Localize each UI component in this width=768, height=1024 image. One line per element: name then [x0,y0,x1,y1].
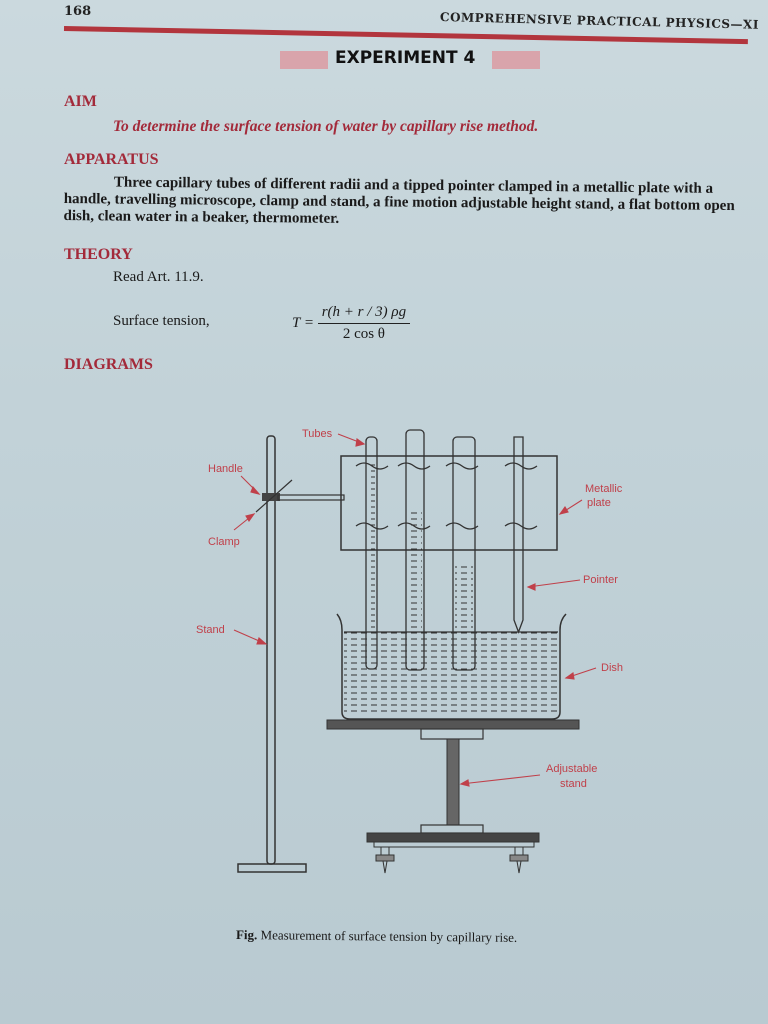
page-number: 168 [64,4,92,19]
label-stand: Stand [196,624,225,636]
formula-denominator: 2 cos θ [342,326,385,342]
formula-numerator: r(h + r / 3) ρg [318,304,410,324]
running-title: COMPREHENSIVE PRACTICAL PHYSICS—XI [439,10,760,32]
label-tubes: Tubes [302,428,333,440]
label-handle: Handle [208,463,243,475]
caption-text: Measurement of surface tension by capillary rise. [260,927,518,945]
diagrams-heading: DIAGRAMS [64,356,153,373]
stand [238,436,306,872]
formula-lhs: T = [292,315,314,331]
label-clamp: Clamp [208,536,240,548]
label-pointer: Pointer [583,574,618,586]
aim-heading: AIM [64,93,97,110]
figure-caption [236,927,517,946]
adjustable-stand [327,720,579,873]
clamp [256,480,344,512]
caption-prefix: Fig. [235,927,258,943]
aim-text: To determine the surface tension of water by capillary rise method. [113,118,539,135]
formula-label: Surface tension, [113,313,210,329]
label-metallic-plate-2: plate [587,497,611,509]
theory-heading: THEORY [64,246,133,263]
experiment-title: EXPERIMENT 4 [335,48,476,68]
label-metallic-plate-1: Metallic [585,483,623,495]
theory-reference: Read Art. 11.9. [113,269,204,285]
label-dish: Dish [601,662,624,674]
tube-clips [356,463,537,529]
label-adjustable-1: Adjustable [546,763,598,775]
label-adjustable-2: stand [560,778,587,790]
apparatus-text: Three capillary tubes of different radii and a tipped pointer clamped in a metallic plate with a handle, travelling microscope, clamp and stand, a fine motion adjustable height stand, a flat bottom open dish, clean water in a beaker, thermometer. [63,174,735,227]
apparatus-heading: APPARATUS [64,151,159,168]
